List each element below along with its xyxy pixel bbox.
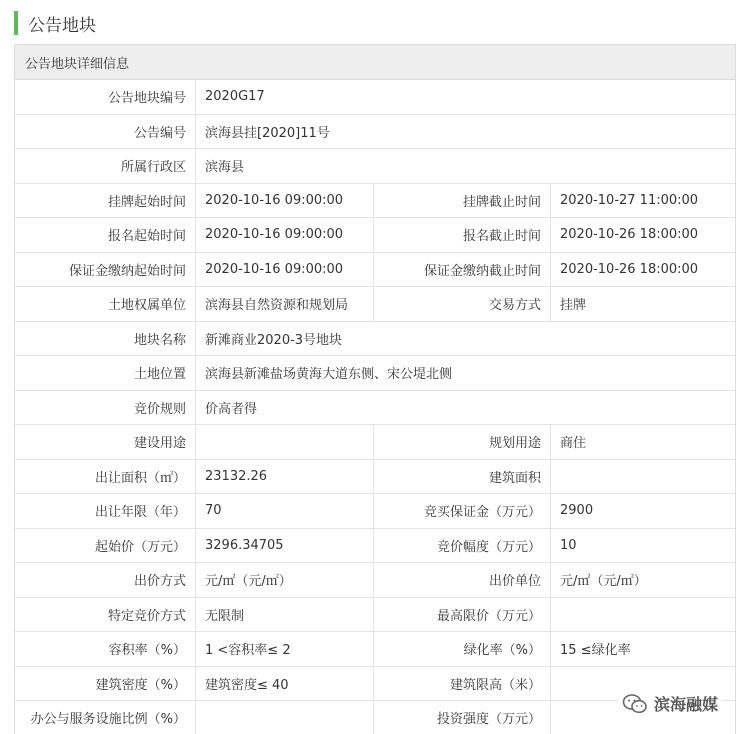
table-row [15,598,735,633]
field-value: 1 <容积率≤ 2 [196,632,374,666]
table-row [15,391,735,426]
field-label: 所属行政区 [15,149,196,183]
table-row [15,184,735,219]
field-label: 土地权属单位 [15,287,196,321]
field-label: 挂牌截止时间 [374,184,551,218]
table-row [15,253,735,288]
wechat-icon [622,693,648,715]
field-label: 规划用途 [374,425,551,459]
field-value: 元/㎡（元/㎡） [196,563,374,597]
field-label: 办公与服务设施比例（%） [15,701,196,734]
field-value: 2020-10-26 18:00:00 [551,218,735,252]
table-row [15,322,735,357]
field-value [551,598,735,632]
watermark-text: 滨海融媒 [654,695,719,714]
table-row [15,632,735,667]
field-value: 2020-10-16 09:00:00 [196,218,374,252]
field-label: 土地位置 [15,356,196,390]
field-label: 报名截止时间 [374,218,551,252]
field-value: 滨海县 [196,149,735,183]
field-label: 公告编号 [15,115,196,149]
field-value: 10 [551,529,735,563]
field-label: 竞价规则 [15,391,196,425]
field-value: 新滩商业2020-3号地块 [196,322,735,356]
watermark [618,690,722,717]
page-title: 公告地块 [28,15,96,36]
field-value: 建筑密度≤ 40 [196,667,374,701]
table-row [15,218,735,253]
field-label: 建设用途 [15,425,196,459]
field-value: 23132.26 [196,460,374,494]
field-value: 滨海县新滩盐场黄海大道东侧、宋公堤北侧 [196,356,735,390]
table-row [15,287,735,322]
field-label: 出让年限（年） [15,494,196,528]
field-label: 挂牌起始时间 [15,184,196,218]
field-label: 最高限价（万元） [374,598,551,632]
field-value: 商住 [551,425,735,459]
table-row [15,563,735,598]
field-value: 元/㎡（元/㎡） [551,563,735,597]
field-label: 竞买保证金（万元） [374,494,551,528]
field-label: 竞价幅度（万元） [374,529,551,563]
table-row [15,425,735,460]
panel-header [15,45,735,80]
field-value: 2020-10-27 11:00:00 [551,184,735,218]
field-label: 交易方式 [374,287,551,321]
field-value: 滨海县挂[2020]11号 [196,115,735,149]
field-value: 2020-10-16 09:00:00 [196,253,374,287]
page-heading [14,10,96,36]
detail-table [15,80,735,734]
detail-panel [14,44,736,734]
field-label: 容积率（%） [15,632,196,666]
field-label: 地块名称 [15,322,196,356]
field-label: 建筑限高（米） [374,667,551,701]
heading-accent-bar [14,11,18,35]
field-label: 出让面积（㎡） [15,460,196,494]
field-value: 3296.34705 [196,529,374,563]
table-row [15,494,735,529]
table-row [15,356,735,391]
field-value: 2020-10-26 18:00:00 [551,253,735,287]
field-label: 出价方式 [15,563,196,597]
field-label: 报名起始时间 [15,218,196,252]
table-row [15,80,735,115]
field-value: 70 [196,494,374,528]
field-label: 特定竞价方式 [15,598,196,632]
field-label: 起始价（万元） [15,529,196,563]
field-value: 2020-10-16 09:00:00 [196,184,374,218]
field-value: 滨海县自然资源和规划局 [196,287,374,321]
field-value: 价高者得 [196,391,735,425]
table-row [15,115,735,150]
field-value: 挂牌 [551,287,735,321]
field-label: 绿化率（%） [374,632,551,666]
panel-title: 公告地块详细信息 [25,56,130,72]
table-row [15,460,735,495]
field-label: 出价单位 [374,563,551,597]
field-label: 投资强度（万元） [374,701,551,734]
field-value: 无限制 [196,598,374,632]
field-label: 建筑密度（%） [15,667,196,701]
field-label: 建筑面积 [374,460,551,494]
table-row [15,529,735,564]
field-label: 保证金缴纳截止时间 [374,253,551,287]
field-value: 15 ≤绿化率 [551,632,735,666]
field-label: 公告地块编号 [15,80,196,114]
field-value [196,701,374,734]
field-value [196,425,374,459]
field-value: 2020G17 [196,80,735,114]
field-value [551,460,735,494]
field-value: 2900 [551,494,735,528]
field-label: 保证金缴纳起始时间 [15,253,196,287]
table-row [15,149,735,184]
